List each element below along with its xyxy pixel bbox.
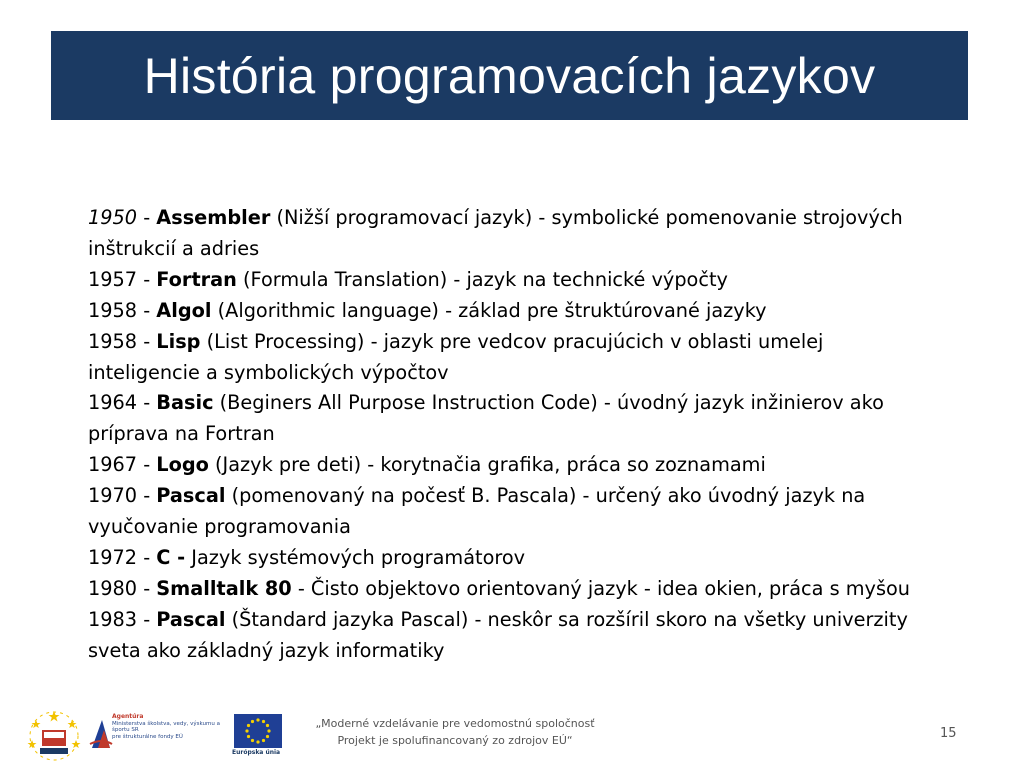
agency-text: Agentúra Ministerstva školstva, vedy, výskumu a športu SR pre štrukturálne fondy EÚ [112,713,220,740]
list-item: 1980 - Smalltalk 80 - Čisto objektovo orientovaný jazyk - idea okien, práca s myšou [88,576,911,600]
list-item: 1958 - Algol (Algorithmic language) - základ pre štruktúrované jazyky [88,298,767,322]
entry-description: (Algorithmic language) - základ pre štruktúrované jazyky [211,298,767,322]
slide-title: História programovacích jazykov [143,47,876,104]
entry-year: 1957 [88,267,138,291]
list-item: 1970 - Pascal (pomenovaný na počesť B. Pascala) - určený ako úvodný jazyk na vyučovanie programovania [88,484,866,539]
list-item: 1950 - Assembler (Nižší programovací jazyk) - symbolické pomenovanie strojových inštrukcií a adries [88,206,903,260]
entry-year: 1972 [88,545,138,569]
entry-year: 1967 [88,453,138,477]
list-item: 1967 - Logo (Jazyk pre deti) - korytnačia grafika, práca so zoznamami [88,453,766,477]
list-item: 1958 - Lisp (List Processing) - jazyk pre vedcov pracujúcich v oblasti umelej inteligencie a symbolických výpočtov [88,329,824,384]
entry-description: (Formula Translation) - jazyk na technické výpočty [236,267,728,291]
entry-language: Smalltalk 80 [156,576,292,600]
entry-description: (Jazyk pre deti) - korytnačia grafika, práca so zoznamami [208,453,766,477]
entry-language: C - [156,545,186,569]
entry-description: (pomenovaný na počesť B. Pascala) - určený ako úvodný jazyk na vyučovanie programovania [88,484,866,539]
entry-language: Pascal [156,484,226,508]
entry-description: (Beginers All Purpose Instruction Code) - úvodný jazyk inžinierov ako príprava na Fortran [88,391,884,446]
entry-description: (Štandard jazyka Pascal) - neskôr sa rozšíril skoro na všetky univerzity sveta ako základný jazyk informatiky [88,607,908,662]
entry-language: Basic [156,391,214,415]
footer [0,700,1024,768]
entry-language: Assembler [156,206,271,229]
entry-description: (List Processing) - jazyk pre vedcov pracujúcich v oblasti umelej inteligencie a symbolických výpočtov [88,329,824,384]
entry-year: 1964 [88,391,138,415]
slide-content [88,203,918,667]
title-bar [51,31,968,120]
entry-description: - Čisto objektovo orientovaný jazyk - idea okien, práca s myšou [291,576,911,600]
entry-description: (Nižší programovací jazyk) - symbolické pomenovanie strojových inštrukcií a adries [88,206,903,260]
list-item: 1964 - Basic (Beginers All Purpose Instruction Code) - úvodný jazyk inžinierov ako príprava na Fortran [88,391,884,446]
list-item: 1983 - Pascal (Štandard jazyka Pascal) - neskôr sa rozšíril skoro na všetky univerzity sveta ako základný jazyk informatiky [88,607,908,662]
entry-language: Lisp [156,329,201,353]
footer-project-text: „Moderné vzdelávanie pre vedomostnú spoločnosť Projekt je spolufinancovaný zo zdrojov EÚ“ [315,717,595,747]
entry-language: Fortran [156,267,237,291]
eu-caption: Európska únia [232,749,281,756]
entry-year: 1980 [88,576,138,600]
entry-year: 1950 [88,206,138,229]
entry-language: Logo [156,453,209,477]
entry-description: Jazyk systémových programátorov [185,545,526,569]
entry-language: Algol [156,298,212,322]
entry-year: 1983 [88,607,138,631]
list-item: 1972 - C - Jazyk systémových programátorov [88,545,526,569]
page-number: 15 [940,726,957,741]
entry-year: 1970 [88,484,138,508]
entry-year: 1958 [88,329,138,353]
program-logo-icon [26,708,82,764]
entry-language: Pascal [156,607,226,631]
list-item: 1957 - Fortran (Formula Translation) - jazyk na technické výpočty [88,267,728,291]
entry-year: 1958 [88,298,138,322]
